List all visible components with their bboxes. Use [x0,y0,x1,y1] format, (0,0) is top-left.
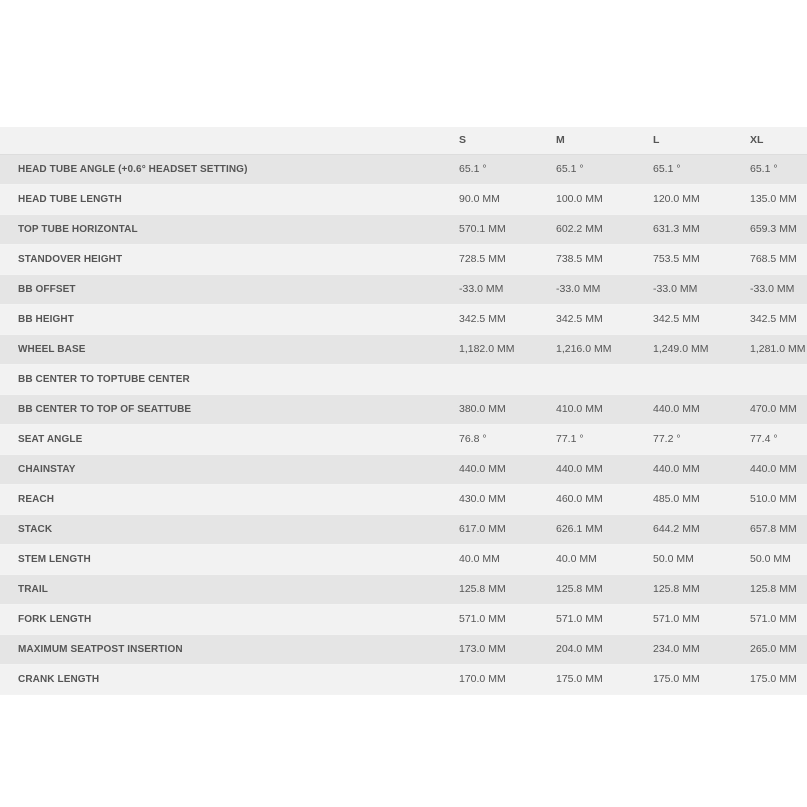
table-body [0,155,807,695]
cell-size-l: 175.0 MM [653,673,700,686]
cell-size-s: 76.8 ° [459,433,487,446]
table-row [0,425,807,455]
cell-size-s: 570.1 MM [459,223,506,236]
row-label: STANDOVER HEIGHT [18,253,123,265]
table-row [0,605,807,635]
header-row [0,127,807,155]
cell-size-xl: 175.0 MM [750,673,797,686]
header-size-l: L [653,127,750,155]
cell-size-s: 90.0 MM [459,193,500,206]
cell-size-l [653,365,750,395]
cell-size-l: 753.5 MM [653,253,700,266]
cell-size-l: 440.0 MM [653,403,700,416]
cell-size-l: 631.3 MM [653,223,700,236]
cell-size-l: 50.0 MM [653,553,694,566]
geometry-table [0,127,807,695]
cell-size-xl: 659.3 MM [750,223,797,236]
cell-size-s: 40.0 MM [459,553,500,566]
cell-size-s: 173.0 MM [459,643,506,656]
cell-size-s: 380.0 MM [459,403,506,416]
row-label: FORK LENGTH [18,613,92,625]
table-row [0,665,807,695]
cell-size-s: -33.0 MM [459,283,504,296]
cell-size-s: 125.8 MM [459,583,506,596]
row-label: STACK [18,523,53,535]
cell-size-xl: 65.1 ° [750,163,778,176]
cell-size-s [459,365,556,395]
table-row [0,485,807,515]
cell-size-m: 602.2 MM [556,223,603,236]
cell-size-s: 440.0 MM [459,463,506,476]
cell-size-xl: 440.0 MM [750,463,797,476]
cell-size-l: 485.0 MM [653,493,700,506]
cell-size-l: -33.0 MM [653,283,698,296]
table-row [0,515,807,545]
cell-size-s: 342.5 MM [459,313,506,326]
cell-size-s: 430.0 MM [459,493,506,506]
cell-size-xl: 77.4 ° [750,433,778,446]
cell-size-m: 626.1 MM [556,523,603,536]
row-label: MAXIMUM SEATPOST INSERTION [18,643,183,655]
row-label: TOP TUBE HORIZONTAL [18,223,138,235]
cell-size-m: 100.0 MM [556,193,603,206]
header-label-column [0,127,459,155]
cell-size-l: 77.2 ° [653,433,681,446]
cell-size-s: 617.0 MM [459,523,506,536]
table-row [0,155,807,185]
table-row [0,335,807,365]
cell-size-m: 65.1 ° [556,163,584,176]
cell-size-xl: 1,281.0 MM [750,343,806,356]
cell-size-s: 571.0 MM [459,613,506,626]
table-row [0,275,807,305]
cell-size-s: 65.1 ° [459,163,487,176]
table-row [0,215,807,245]
cell-size-xl: 571.0 MM [750,613,797,626]
table-row [0,635,807,665]
cell-size-l: 1,249.0 MM [653,343,709,356]
row-label: SEAT ANGLE [18,433,83,445]
row-label: REACH [18,493,55,505]
row-label: BB OFFSET [18,283,76,295]
header-size-s: S [459,127,556,155]
cell-size-m: 77.1 ° [556,433,584,446]
table-row [0,545,807,575]
cell-size-m [556,365,653,395]
cell-size-m: 410.0 MM [556,403,603,416]
header-size-xl: XL [750,127,807,155]
row-label: BB HEIGHT [18,313,74,325]
cell-size-xl: 657.8 MM [750,523,797,536]
cell-size-xl [750,365,807,395]
cell-size-l: 644.2 MM [653,523,700,536]
table-row [0,395,807,425]
cell-size-l: 120.0 MM [653,193,700,206]
row-label: CRANK LENGTH [18,673,100,685]
cell-size-l: 234.0 MM [653,643,700,656]
cell-size-l: 571.0 MM [653,613,700,626]
row-label: HEAD TUBE ANGLE (+0.6° HEADSET SETTING) [18,163,248,175]
cell-size-s: 728.5 MM [459,253,506,266]
cell-size-m: 571.0 MM [556,613,603,626]
cell-size-xl: -33.0 MM [750,283,795,296]
cell-size-m: 342.5 MM [556,313,603,326]
row-label: BB CENTER TO TOPTUBE CENTER [18,373,190,385]
cell-size-l: 342.5 MM [653,313,700,326]
header-size-m: M [556,127,653,155]
cell-size-l: 440.0 MM [653,463,700,476]
cell-size-m: 440.0 MM [556,463,603,476]
row-label: WHEEL BASE [18,343,86,355]
table-row [0,455,807,485]
cell-size-xl: 470.0 MM [750,403,797,416]
cell-size-xl: 510.0 MM [750,493,797,506]
row-label: HEAD TUBE LENGTH [18,193,122,205]
table-row [0,185,807,215]
table-row [0,575,807,605]
cell-size-l: 65.1 ° [653,163,681,176]
cell-size-m: 40.0 MM [556,553,597,566]
cell-size-m: 125.8 MM [556,583,603,596]
table-row [0,245,807,275]
cell-size-l: 125.8 MM [653,583,700,596]
cell-size-s: 170.0 MM [459,673,506,686]
cell-size-s: 1,182.0 MM [459,343,515,356]
row-label: BB CENTER TO TOP OF SEATTUBE [18,403,192,415]
row-label: CHAINSTAY [18,463,76,475]
table-row [0,305,807,335]
row-label: TRAIL [18,583,48,595]
cell-size-xl: 342.5 MM [750,313,797,326]
cell-size-xl: 125.8 MM [750,583,797,596]
table-row [0,365,807,395]
cell-size-m: 1,216.0 MM [556,343,612,356]
row-label: STEM LENGTH [18,553,91,565]
cell-size-xl: 135.0 MM [750,193,797,206]
cell-size-m: 175.0 MM [556,673,603,686]
cell-size-xl: 50.0 MM [750,553,791,566]
cell-size-m: 738.5 MM [556,253,603,266]
cell-size-xl: 768.5 MM [750,253,797,266]
cell-size-m: -33.0 MM [556,283,601,296]
cell-size-m: 460.0 MM [556,493,603,506]
cell-size-xl: 265.0 MM [750,643,797,656]
cell-size-m: 204.0 MM [556,643,603,656]
